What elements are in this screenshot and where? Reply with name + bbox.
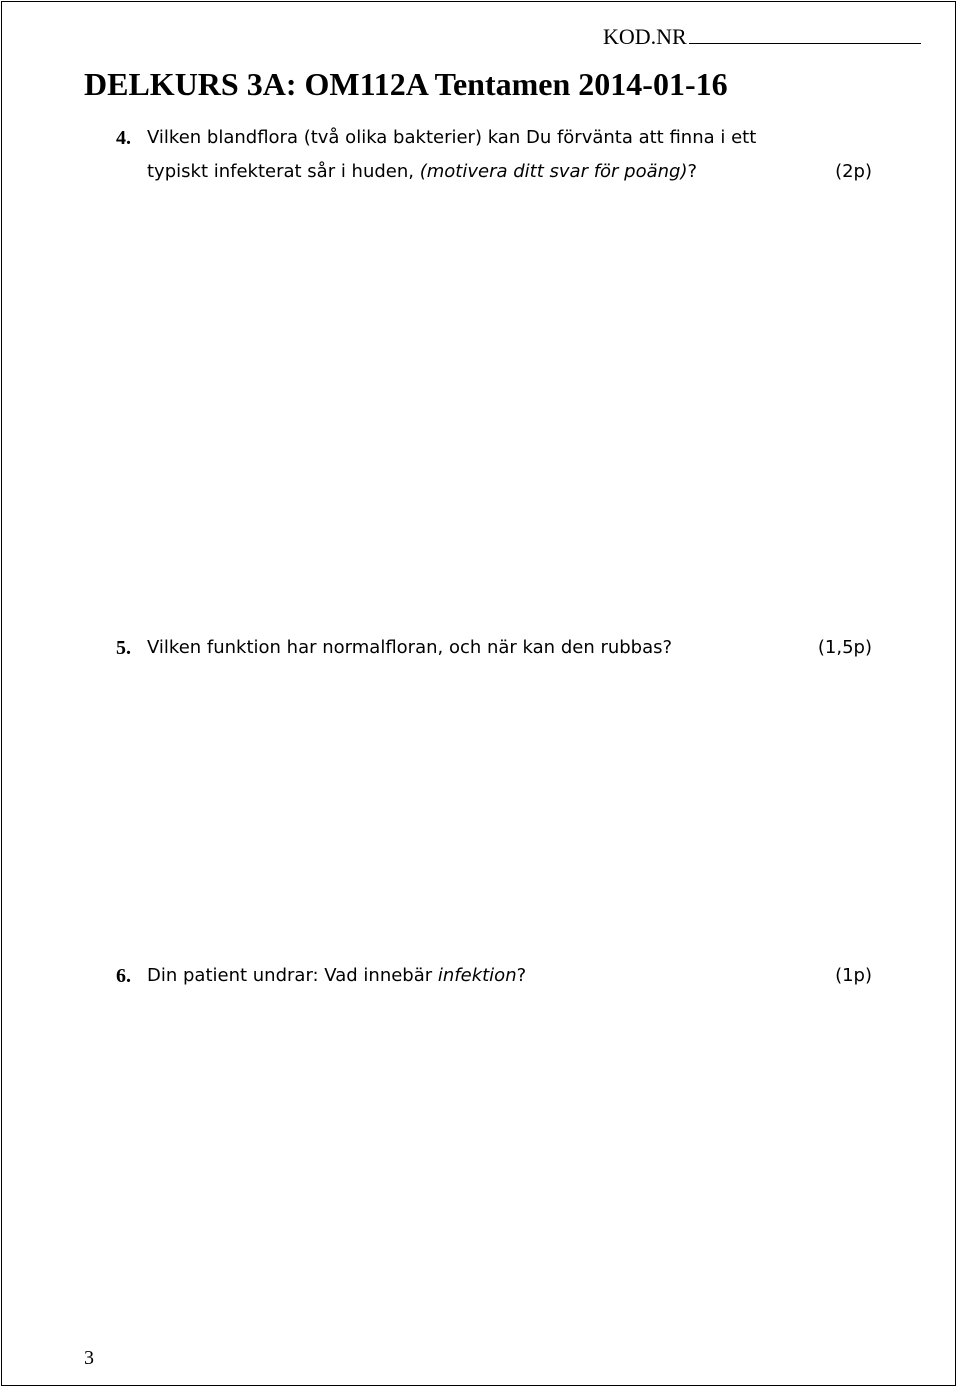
answer-area-question-6[interactable]	[116, 1004, 876, 1324]
code-number-field	[603, 24, 921, 50]
page-number: 3	[84, 1347, 94, 1369]
question-text-line-2	[147, 156, 697, 188]
question-text: Vilken funktion har normalfloran, och när kan den rubbas?	[147, 637, 673, 658]
question-text: typiskt infekterat sår i huden,	[147, 161, 420, 182]
question-number: 4.	[116, 127, 131, 149]
question-text	[147, 960, 526, 992]
question-points: (1p)	[835, 965, 872, 986]
answer-area-question-4[interactable]	[116, 200, 876, 620]
question-emphasis: infektion	[437, 965, 517, 986]
question-points: (2p)	[835, 161, 872, 182]
code-number-blank-line[interactable]	[689, 42, 921, 44]
question-number: 6.	[116, 965, 131, 987]
question-points: (1,5p)	[817, 637, 872, 658]
question-number: 5.	[116, 637, 131, 659]
page-title: DELKURS 3A: OM112A Tentamen 2014-01-16	[84, 66, 728, 102]
code-number-label: KOD.NR	[603, 24, 687, 49]
question-mark: ?	[516, 965, 527, 986]
question-text-line-1: Vilken blandflora (två olika bakterier) kan Du förvänta att finna i ett	[147, 127, 757, 148]
question-mark: ?	[687, 161, 698, 182]
question-emphasis: (motivera ditt svar för poäng)	[419, 161, 688, 182]
question-text-start: Din patient undrar: Vad innebär	[147, 965, 438, 986]
answer-area-question-5[interactable]	[116, 676, 876, 946]
